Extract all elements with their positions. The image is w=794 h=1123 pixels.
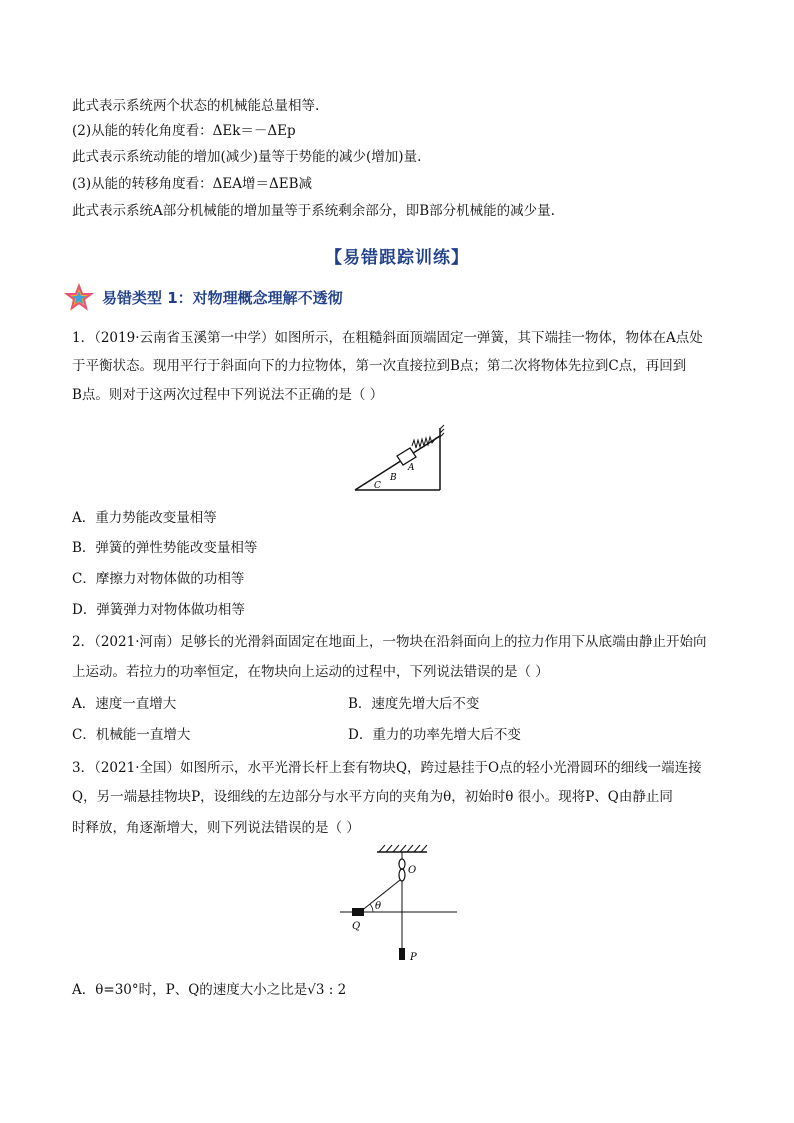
q2-stem-line-1: 2．（2021·河南）足够长的光滑斜面固定在地面上，一物块在沿斜面向上的拉力作用下从底端由静止开始向 [72,634,707,650]
q2-option-c: C．机械能一直增大 [72,727,191,743]
intro-line-2 [72,121,296,141]
intro-line-2-prefix: (2)从能的转化角度看： [72,123,213,139]
label-o: O [408,865,417,876]
intro-line-5: 此式表示系统A部分机械能的增加量等于系统剩余部分，即B部分机械能的减少量. [72,203,555,219]
q1-stem-line-1: 1．（2019·云南省玉溪第一中学）如图所示，在粗糙斜面顶端固定一弹簧，其下端挂一物体，物体在A点处 [72,330,703,346]
q2-option-b: B．速度先增大后不变 [348,696,480,712]
incline-figure [350,420,450,495]
intro-line-3: 此式表示系统动能的增加(减少)量等于势能的减少(增加)量. [72,149,422,165]
pulley-figure [335,842,465,967]
intro-line-4-prefix: (3)从能的转移角度看： [72,176,213,192]
block-p [399,948,405,960]
intro-line-2-formula: ΔEk＝－ΔEp [212,123,296,139]
q1-stem-line-3: B点。则对于这两次过程中下列说法不正确的是（ ） [72,387,384,403]
error-type-title: 易错类型 1：对物理概念理解不透彻 [102,288,343,307]
q2-stem-line-2: 上运动。若拉力的功率恒定，在物块向上运动的过程中，下列说法错误的是（ ） [72,664,549,680]
q2-option-d: D．重力的功率先增大后不变 [348,727,521,743]
q3-option-a: A．θ=30°时，P、Q的速度大小之比是√3 : 2 [72,982,347,998]
label-a: A [408,463,415,473]
q3-stem-line-2: Q，另一端悬挂物块P，设细线的左边部分与水平方向的夹角为θ，初始时θ 很小。现将P、Q由静止同 [72,789,673,805]
q1-option-a: A．重力势能改变量相等 [72,510,217,526]
q3-stem-line-1: 3．（2021·全国）如图所示，水平光滑长杆上套有物块Q，跨过悬挂于O点的轻小光滑圆环的细线一端连接 [72,760,702,776]
block-q [352,908,364,916]
section-title: 【易错跟踪训练】 [325,248,469,268]
intro-line-1: 此式表示系统两个状态的机械能总量相等. [72,98,320,114]
q2-option-a: A．速度一直增大 [72,696,177,712]
q3-stem-line-3: 时释放，角逐渐增大，则下列说法错误的是（ ） [72,820,360,836]
label-p: P [410,952,417,963]
q1-option-b: B．弹簧的弹性势能改变量相等 [72,540,258,556]
q1-option-d: D．弹簧弹力对物体做功相等 [72,602,245,618]
error-type-heading [62,282,343,312]
q1-option-c: C．摩擦力对物体做的功相等 [72,571,245,587]
label-b: B [390,473,397,483]
intro-line-4 [72,174,312,194]
label-theta: θ [375,901,382,912]
star-icon [62,282,96,312]
q1-stem-line-2: 于平衡状态。现用平行于斜面向下的力拉物体，第一次直接拉到B点；第二次将物体先拉到C点，再回到 [72,358,687,374]
label-q: Q [352,921,361,932]
label-c: C [374,481,381,491]
intro-line-4-formula: ΔEA增＝ΔEB减 [212,176,313,192]
